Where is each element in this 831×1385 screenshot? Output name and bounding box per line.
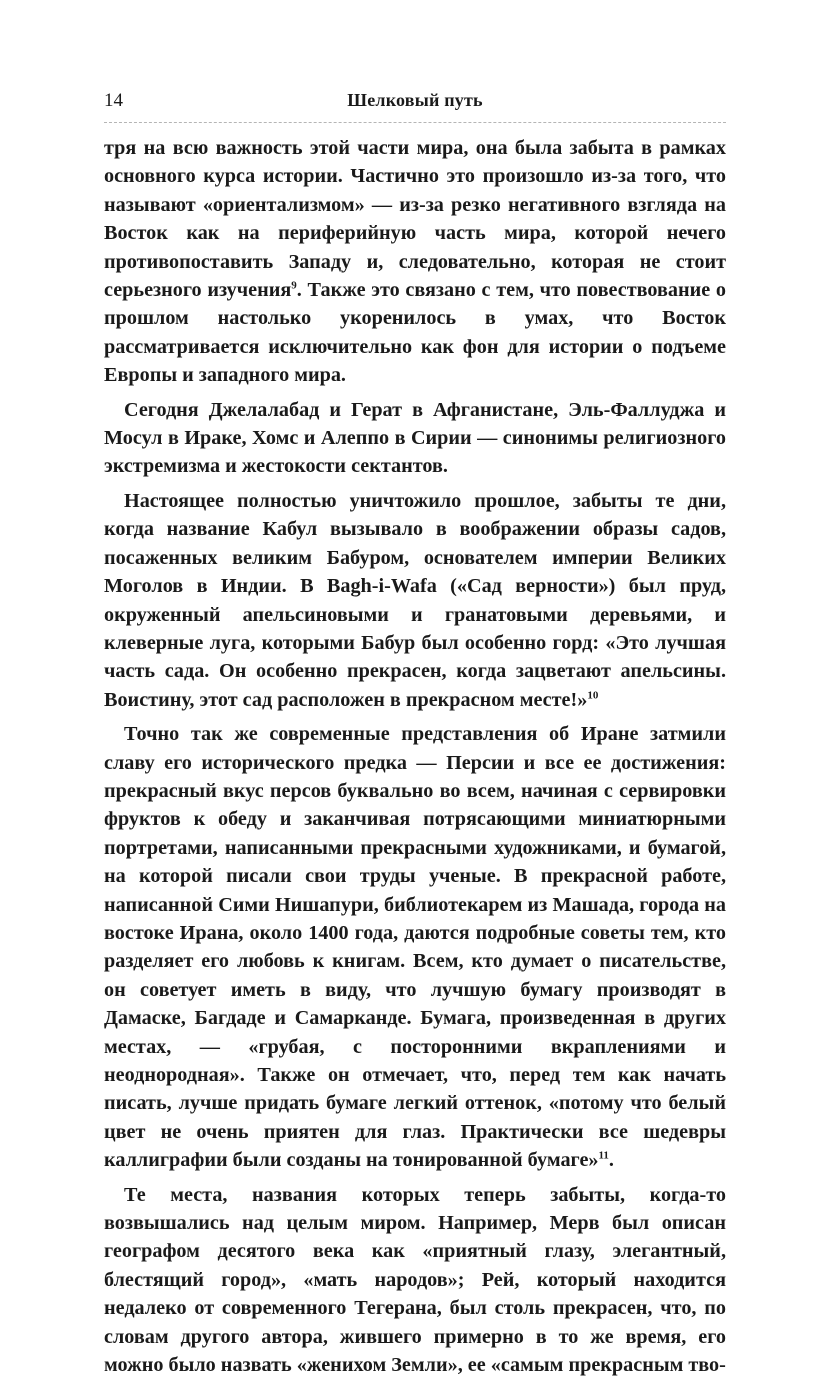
paragraph-4 — [104, 720, 726, 1175]
page-number: 14 — [104, 90, 123, 111]
running-title: Шелковый путь — [347, 90, 483, 110]
paragraph-text: Настоящее полностью уничтожило прошлое, забыты те дни, когда название Кабул вызывало в воображении образы садов, посаженных великим Бабуром, основателем империи Великих Моголов в Индии. В Bagh-i-Wafa («Сад верности») был пруд, окруженный апельсиновыми и гранатовыми деревьями, и клеверные луга, которыми Бабур был особенно горд: «Это лучшая часть сада. Он особенно прекрасен, когда зацветают апельсины. Воистину, этот сад расположен в прекрасном месте!» — [104, 489, 726, 711]
paragraph-2 — [104, 396, 726, 481]
body-text — [104, 134, 726, 1385]
paragraph-text: Те места, названия которых теперь забыты, когда-то возвышались над целым миром. Например, Мерв был описан географом десятого века как «приятный глазу, элегантный, блестящий город», «мать народов»; Рей, который находится недалеко от современного Тегерана, был столь прекрасен, что, по словам другого автора, жившего примерно в то же время, его можно было назвать «женихом Земли», ее «самым прекрасным тво- — [104, 1183, 726, 1377]
paragraph-1 — [104, 134, 726, 390]
paragraph-text: Сегодня Джелалабад и Герат в Афганистане, Эль-Фаллуджа и Мосул в Ираке, Хомс и Алеппо в Сирии — синонимы религиозного экстремизма и жестокости сектантов. — [104, 398, 726, 478]
running-head — [104, 90, 726, 114]
paragraph-text: Точно так же современные представления об Иране затмили славу его исторического предка — Персии и все ее достижения: прекрасный вкус персов буквально во всем, начиная с сервировки фруктов к обеду и заканчивая потрясающими миниатюрными портретами, написанными прекрасными художниками, и бумагой, на которой писали свои труды ученые. В прекрасной работе, написанной Сими Нишапури, библиотекарем из Машада, города на востоке Ирана, около 1400 года, даются подробные советы тем, кто разделяет его любовь к книгам. Всем, кто думает о писательстве, он советует иметь в виду, что лучшую бумагу производят в Дамаске, Багдаде и Самарканде. Бумага, произведенная в других местах, — «грубая, с посторонними вкраплениями и неоднородная». Также он отмечает, что, перед тем как начать писать, лучше придать бумаге легкий оттенок, «потому что белый цвет не очень приятен для глаз. Практически все шедевры каллиграфии были созданы на тонированной бумаге» — [104, 723, 726, 1172]
paragraph-5 — [104, 1181, 726, 1380]
footnote-marker[interactable]: 9 — [291, 279, 297, 292]
paragraph-3 — [104, 487, 726, 714]
header-rule — [104, 122, 726, 123]
paragraph-tail: . — [608, 1149, 614, 1172]
paragraph-text: тря на всю важность этой части мира, она была забыта в рамках основного курса истории. Частично это произошло из-за того, что называют «ориентализмом» — из-за резко негативного взгляда на Восток как на периферийную часть мира, которой нечего противопоставить Западу и, следовательно, которая не стоит серьезного изучения — [104, 137, 726, 302]
paragraph-tail: . Также это связано с тем, что повествование о прошлом настолько укоренилось в умах, что Восток рассматривается исключительно как фон для истории о подъеме Европы и западного мира. — [104, 279, 726, 387]
footnote-marker[interactable]: 11 — [598, 1149, 609, 1162]
footnote-marker[interactable]: 10 — [587, 688, 599, 701]
